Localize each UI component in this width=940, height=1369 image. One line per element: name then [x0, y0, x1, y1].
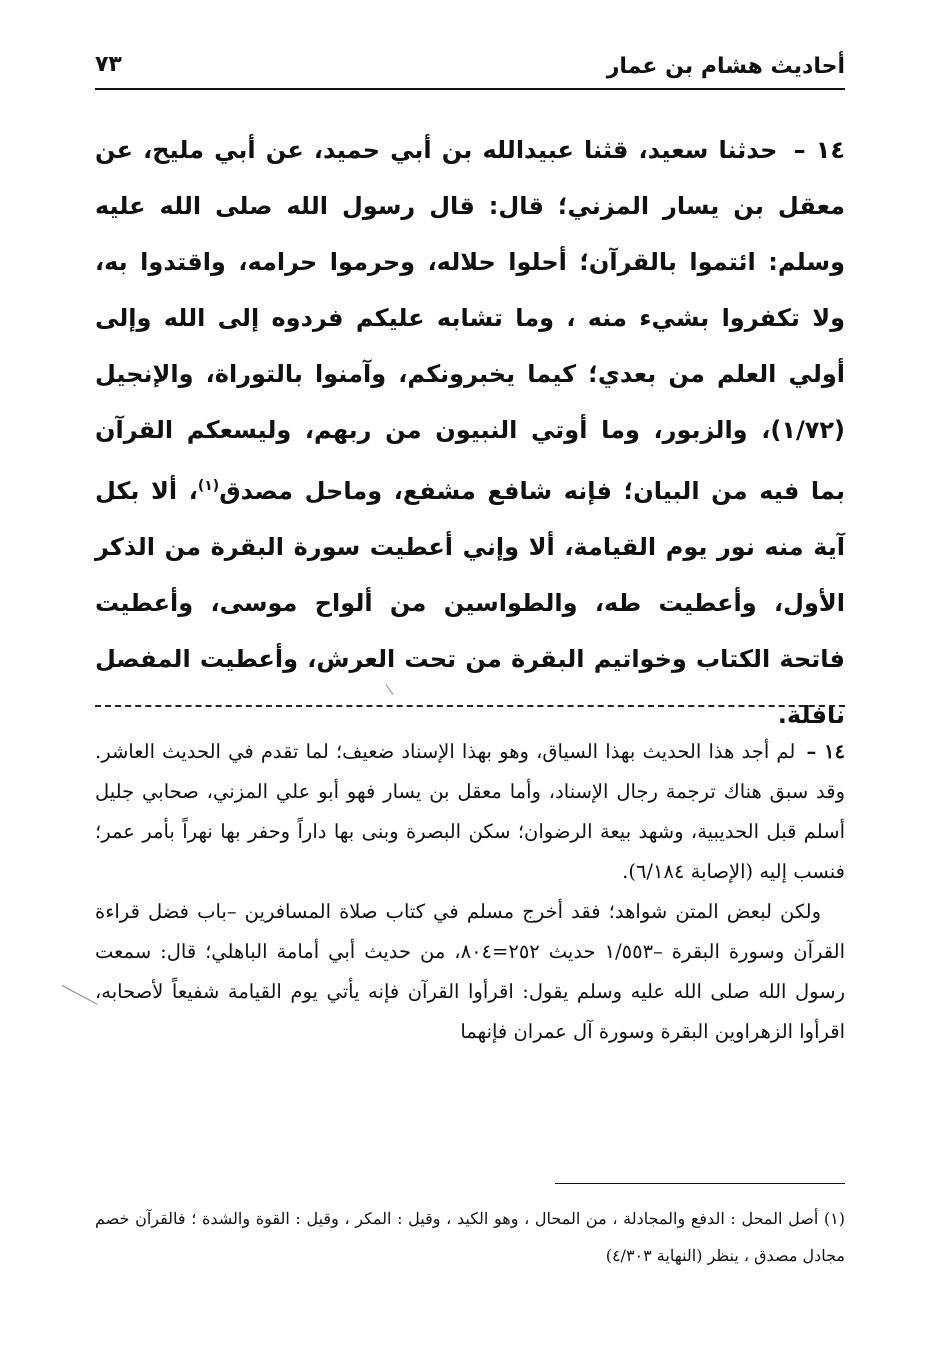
commentary	[95, 732, 845, 1052]
footnote-rule	[555, 1183, 845, 1184]
commentary-paragraph	[95, 892, 845, 1052]
commentary-number: ١٤ –	[806, 740, 845, 763]
hadith-body-continued: ، ألا بكل آية منه نور يوم القيامة، ألا وإني أعطيت سورة البقرة من الذكر الأول، وأعطيت طه، والطواسين من ألواح موسى، وأعطيت فاتحة الكتاب وخواتيم البقرة من تحت العرش، وأعطيت المفصل نافلة.	[95, 477, 845, 729]
page-number: ٧٣	[95, 52, 122, 77]
running-title: أحاديث هشام بن عمار	[606, 54, 845, 79]
commentary-text: لم أجد هذا الحديث بهذا السياق، وهو بهذا الإسناد ضعيف؛ لما تقدم في الحديث العاشر. وقد سبق هناك ترجمة رجال الإسناد، وأما معقل بن يسار فهو أبو علي المزني، صحابي جليل أسلم قبل الحديبية، وشهد بيعة الرضوان؛ سكن البصرة وبنى بها داراً وحفر بها نهراً بأمر عمر؛ فنسب إليه (الإصابة ٦/١٨٤).	[95, 740, 845, 883]
commentary-paragraph	[95, 732, 845, 892]
running-header	[95, 46, 845, 86]
footnote: (١) أصل المحل : الدفع والمجادلة ، من المحال ، وهو الكيد ، وقيل : المكر ، وقيل : القوة والشدة ؛ فالقرآن خصم مجادل مصدق ، ينظر (النهاية ٤/٣٠٣)	[95, 1209, 845, 1265]
section-separator	[95, 705, 845, 707]
hadith-text	[95, 122, 845, 743]
footnote-reference: (١)	[197, 478, 220, 494]
footnotes	[95, 1200, 845, 1274]
hadith-number: ١٤ –	[793, 136, 846, 164]
commentary-text: ولكن لبعض المتن شواهد؛ فقد أخرج مسلم في كتاب صلاة المسافرين –باب فضل قراءة القرآن وسورة البقرة –١/٥٥٣ حديث ٢٥٢=٨٠٤، من حديث أبي أمامة الباهلي؛ قال: سمعت رسول الله صلى الله عليه وسلم يقول: اقرأوا القرآن فإنه يأتي يوم القيامة شفيعاً لأصحابه، اقرأوا الزهراوين البقرة وسورة آل عمران فإنهما	[95, 900, 845, 1043]
header-rule	[95, 88, 845, 90]
scan-mark	[62, 985, 98, 1005]
hadith-body: حدثنا سعيد، قثنا عبيدالله بن أبي حميد، عن أبي مليح، عن معقل بن يسار المزني؛ قال: قال رسول الله صلى الله عليه وسلم: ائتموا بالقرآن؛ أحلوا حلاله، وحرموا حرامه، واقتدوا به، ولا تكفروا بشيء منه ، وما تشابه عليكم فردوه إلى الله وإلى أولي العلم من بعدي؛ كيما يخبرونكم، وآمنوا بالتوراة، والإنجيل (١/٧٢)، والزبور، وما أوتي النبيون من ربهم، وليسعكم القرآن بما فيه من البيان؛ فإنه شافع مشفع، وماحل مصدق	[95, 136, 845, 505]
